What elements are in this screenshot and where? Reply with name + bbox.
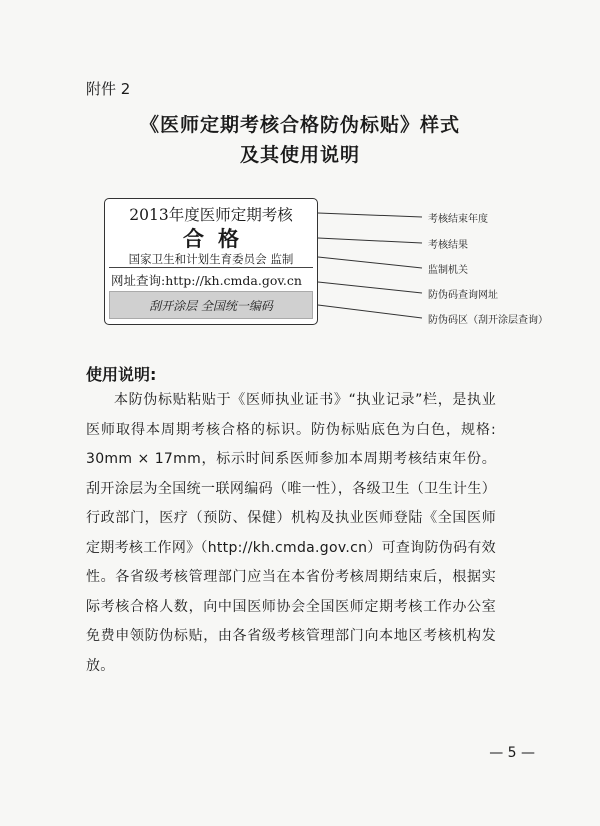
sticker-year-line: 2013年度医师定期考核 — [129, 206, 293, 224]
usage-paragraph: 本防伪标贴粘贴于《医师执业证书》“执业记录”栏，是执业医师取得本周期考核合格的标识。防伪标贴底色为白色，规格: 30mm × 17mm，标示时间系医师参加本周期考核结束年份。刮开涂层为全国统一联网编码（唯一性），各级卫生（卫生计生）行政部门，医疗（预防、保健）机构及执业医师登陆《全国医师定期考核工作网》（http://kh.cmda.gov.cn）可查询防伪码有效性。各省级考核管理部门应当在本省份考核周期结束后，根据实际考核合格人数，向中国医师协会全国医师定期考核工作办公室免费申领防伪标贴，由各省级考核管理部门向本地区考核机构发放。 — [86, 392, 496, 674]
document-title: 《医师定期考核合格防伪标贴》样式 — [139, 114, 460, 136]
sticker-authority: 国家卫生和计划生育委员会 监制 — [128, 252, 294, 266]
connector-line-scratch — [318, 305, 422, 318]
annotation-result: 考核结果 — [428, 240, 468, 251]
connector-line-url — [318, 282, 422, 293]
connector-line-authority — [318, 257, 422, 268]
sticker-url: 网址查询:http://kh.cmda.gov.cn — [111, 273, 302, 288]
annotation-year: 考核结束年度 — [428, 214, 488, 225]
annotation-scratch: 防伪码区（刮开涂层查询） — [428, 315, 548, 326]
connector-line-year — [318, 213, 422, 217]
annotation-authority: 监制机关 — [428, 265, 468, 276]
document-subtitle: 及其使用说明 — [239, 144, 360, 166]
page-number: — 5 — — [489, 745, 535, 761]
usage-heading: 使用说明: — [86, 365, 157, 384]
connector-line-result — [318, 238, 422, 243]
annotation-url: 防伪码查询网址 — [428, 290, 498, 301]
sticker-scratch-text: 刮开涂层 全国统一编码 — [149, 299, 273, 313]
sticker-result: 合格 — [183, 226, 253, 251]
attachment-label: 附件 2 — [86, 80, 131, 98]
